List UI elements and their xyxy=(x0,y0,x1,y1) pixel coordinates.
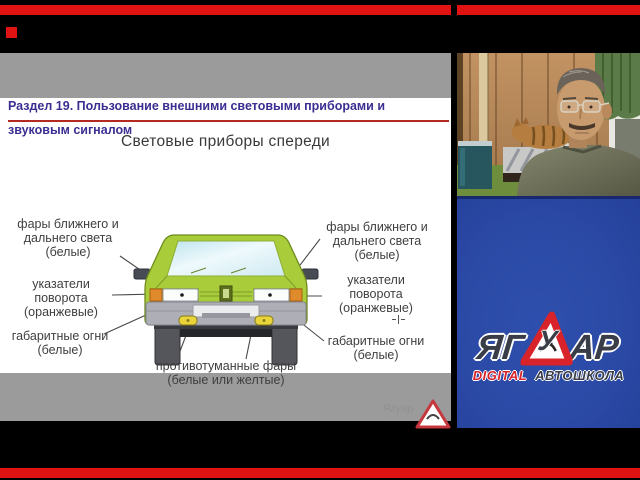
label-line: противотуманные фары xyxy=(155,359,297,373)
brand-name-right: АР xyxy=(567,328,621,367)
presenter-eye-right xyxy=(590,106,593,109)
label-line: (белые) xyxy=(354,248,400,262)
label-line: поворота xyxy=(349,287,403,301)
label-line: габаритные огни xyxy=(327,334,425,348)
bottom-red-bar xyxy=(0,468,640,478)
presenter-nose xyxy=(580,109,581,119)
brand-name-mid: У xyxy=(536,325,559,356)
presenter-ear xyxy=(602,103,612,119)
label-line: дальнего света xyxy=(23,231,113,245)
top-red-bar xyxy=(0,5,640,15)
pointer-dot-right xyxy=(268,293,272,297)
section-title-line1: Раздел 19. Пользование внешними световыми приборами и xyxy=(8,99,386,113)
brand-panel xyxy=(457,196,640,428)
brand-subtitle-digital: DIGITAL xyxy=(472,368,527,383)
brand-name xyxy=(454,311,640,367)
bumper-vent xyxy=(202,313,250,318)
label-right-turn-signals xyxy=(318,273,434,315)
right-fog-dot xyxy=(263,319,266,322)
watermark-triangle-icon xyxy=(413,397,453,431)
label-line: (белые) xyxy=(353,348,399,362)
presenter-eye-left xyxy=(568,106,571,109)
label-left-headlights xyxy=(6,217,130,259)
car-front-view xyxy=(134,235,318,365)
text-cursor[interactable] xyxy=(392,315,406,325)
label-line: (белые) xyxy=(45,245,91,259)
slide-watermark xyxy=(383,395,455,431)
label-line: указатели xyxy=(32,277,90,291)
presentation-slide xyxy=(0,53,451,421)
label-line: фары ближнего и xyxy=(17,217,119,231)
label-left-position-lamps xyxy=(0,329,120,357)
slide-heading: Световые приборы спереди xyxy=(120,133,330,150)
label-right-headlights xyxy=(312,220,442,262)
section-title-line2: звуковым сигналом xyxy=(8,123,133,137)
brand-logo xyxy=(457,311,640,383)
brand-subtitle xyxy=(457,368,640,383)
brand-subtitle-school: АВТОШКОЛА xyxy=(535,368,625,383)
webcam-view xyxy=(457,53,640,196)
windshield xyxy=(167,241,285,276)
right-turn-signal xyxy=(290,289,302,301)
left-turn-signal xyxy=(150,289,162,301)
left-fog-dot xyxy=(187,319,190,322)
label-line: фары ближнего и xyxy=(326,220,428,234)
label-line: (белые) xyxy=(37,343,83,357)
brand-badge-inner xyxy=(223,289,229,298)
watermark-text: Ягуар xyxy=(383,403,414,415)
recording-indicator xyxy=(6,27,17,38)
label-right-position-lamps xyxy=(314,334,438,362)
label-line: (оранжевые) xyxy=(339,301,413,315)
pointer-dot-left xyxy=(180,293,184,297)
title-underline xyxy=(8,120,449,122)
logo-triangle-wrap xyxy=(522,311,574,367)
label-line: габаритные огни xyxy=(11,329,109,343)
label-line: (белые или желтые) xyxy=(167,373,285,387)
label-line: указатели xyxy=(347,273,405,287)
webcam-scene xyxy=(457,53,640,196)
label-line: поворота xyxy=(34,291,88,305)
label-fog-lamps xyxy=(140,359,312,387)
label-left-turn-signals xyxy=(0,277,122,319)
storage-bin xyxy=(458,141,492,189)
label-line: (оранжевые) xyxy=(24,305,98,319)
label-line: дальнего света xyxy=(332,234,422,248)
brand-name-left: ЯГ xyxy=(474,328,526,367)
